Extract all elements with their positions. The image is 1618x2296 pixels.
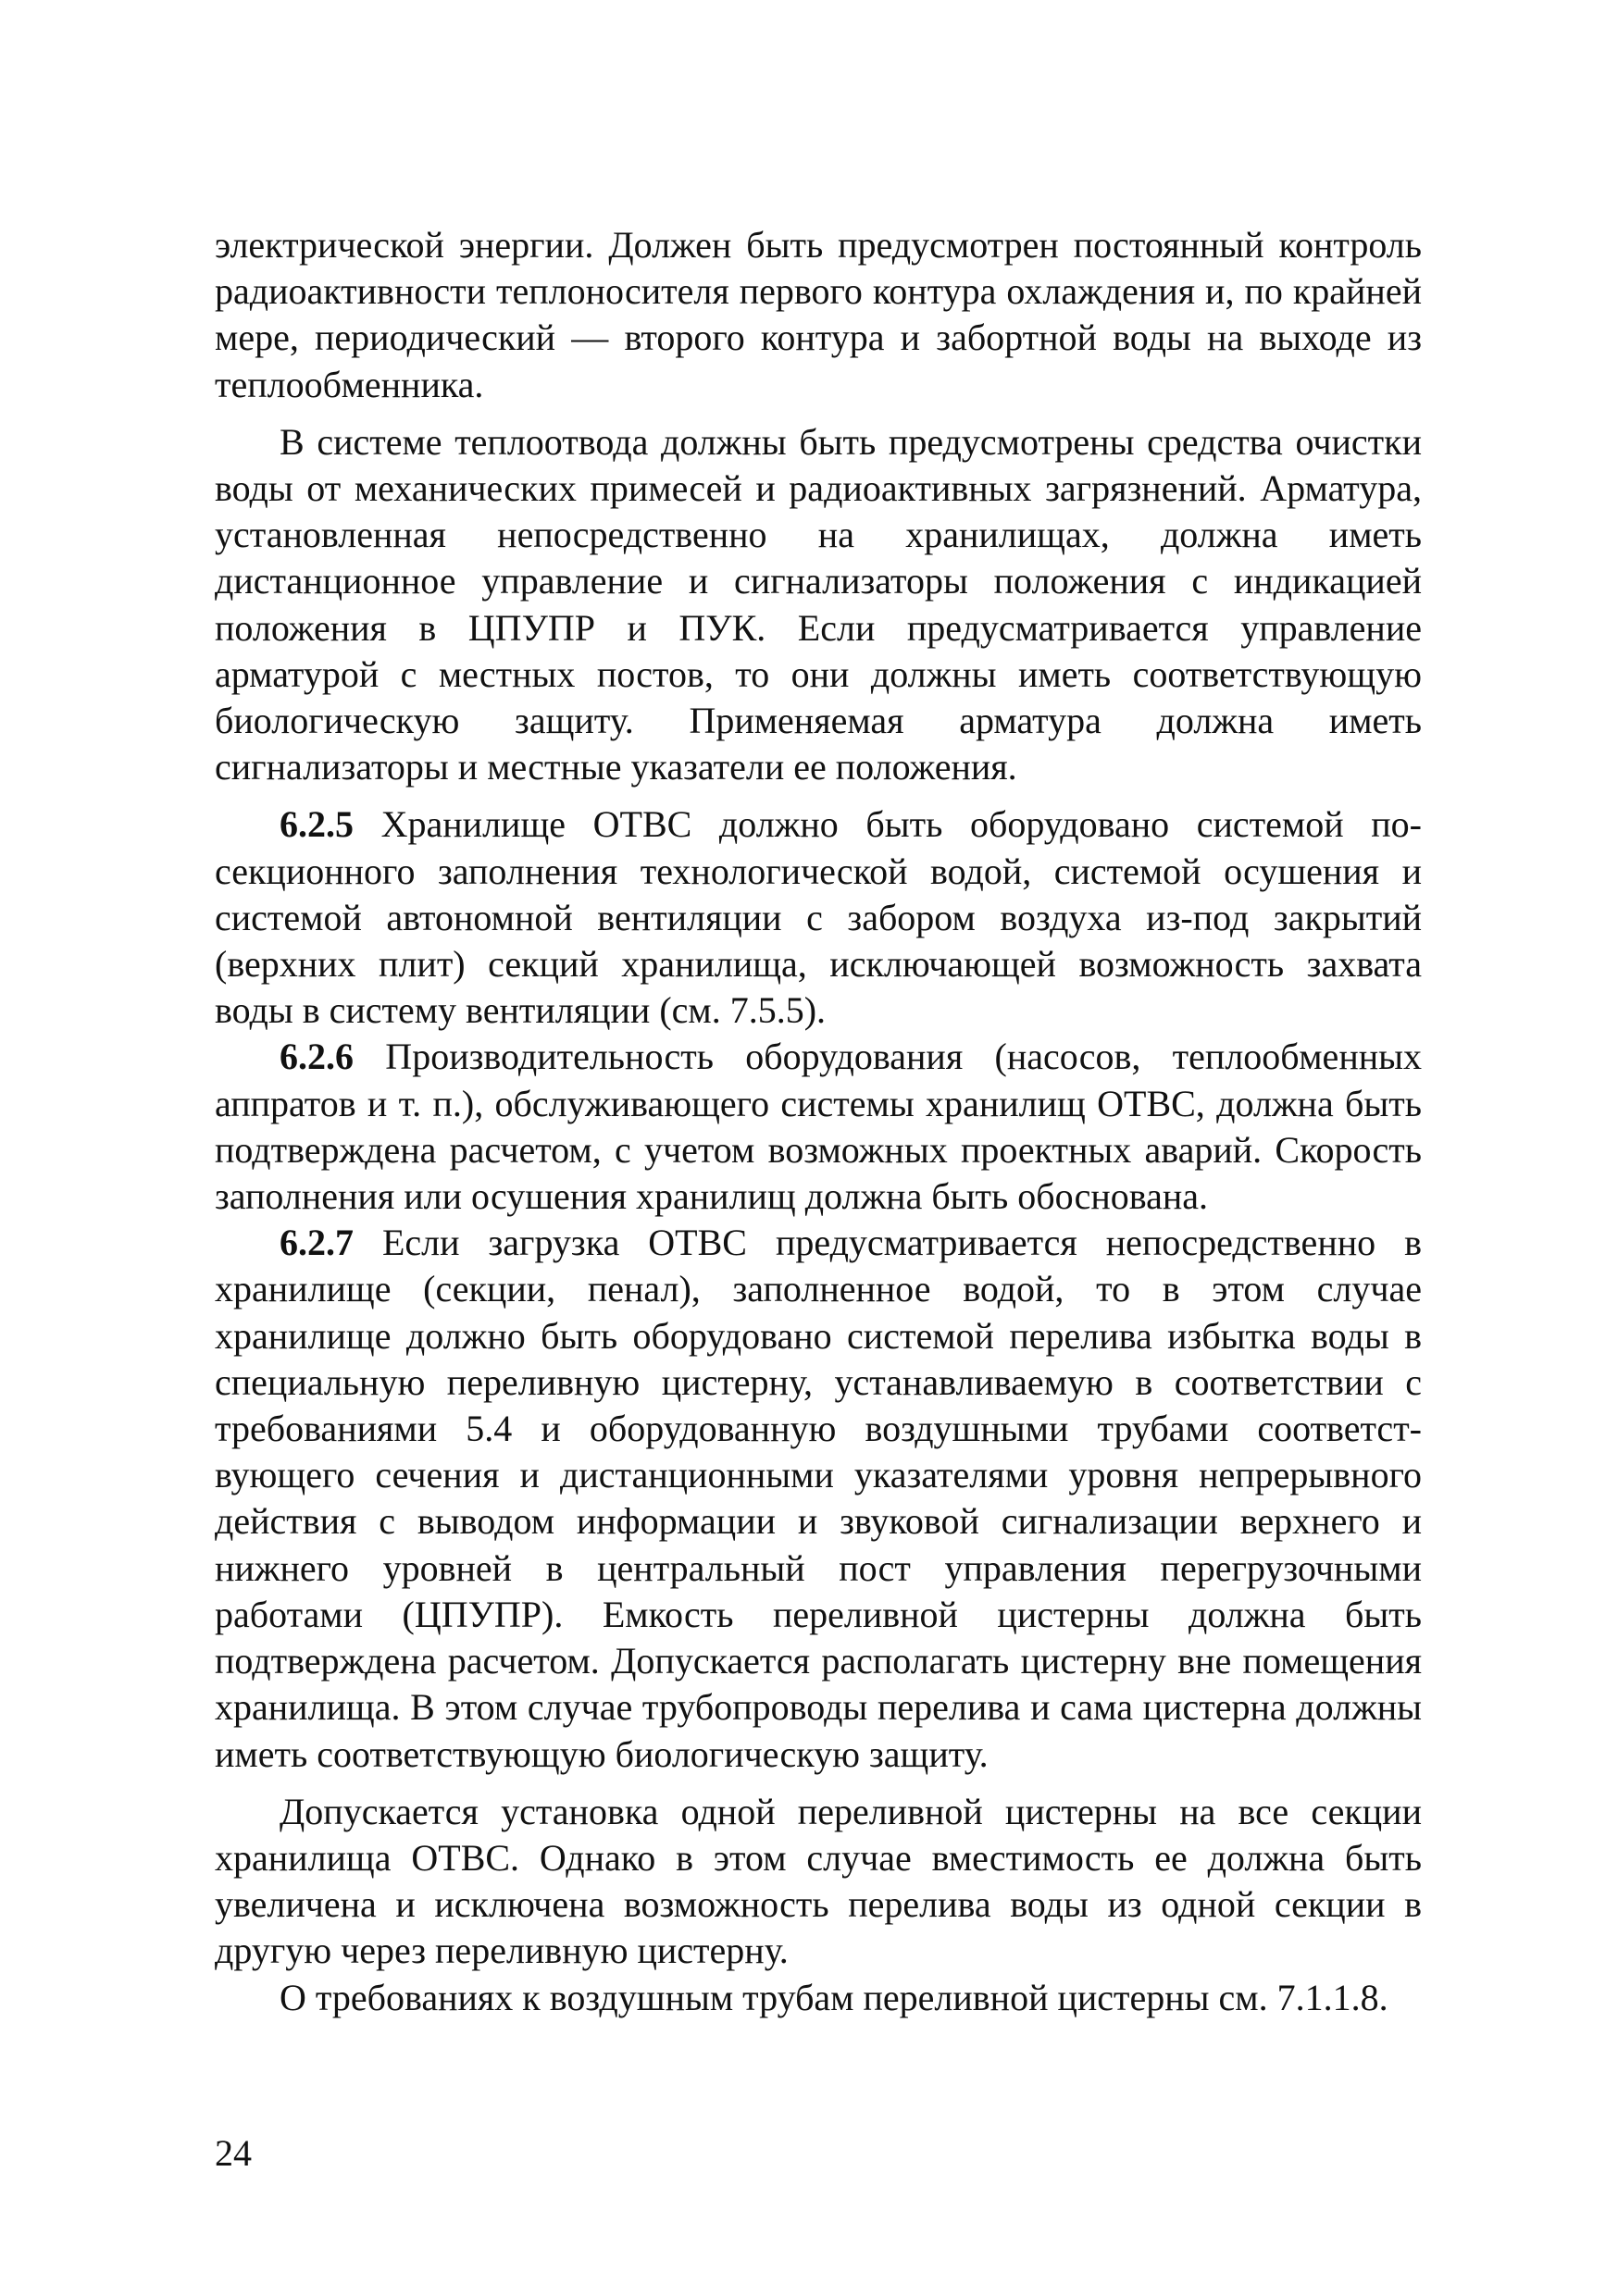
clause-number: 6.2.5: [280, 803, 354, 846]
paragraph-single-tank: [215, 1789, 1422, 1975]
paragraph-heat-removal: [215, 419, 1422, 791]
clause-6-2-6: [215, 1034, 1422, 1220]
clause-number: 6.2.6: [280, 1036, 354, 1078]
clause-text: Хранилище ОТВС должно быть оборудовано системой по-секционного заполнения технологической водой, системой осушения и системой автономной вентиляции с забором воздуха из-под закрытий (верхних плит) секций хранилища, исключающей возможность захвата воды в систему вентиляции (см. 7.5.5).: [215, 803, 1422, 1032]
paragraph-text: электрической энергии. Должен быть предусмотрен постоянный контроль радиоактивности теплоносителя первого контура охлаждения и, по крайней мере, периодический — второго контура и забортной воды на выходе из теплообменника.: [215, 224, 1422, 405]
clause-text: Если загрузка ОТВС предусматривается непосредственно в хранилище (секции, пенал), заполненное водой, то в этом случае хранилище должно быть оборудовано системой перелива избытка воды в специальную переливную цистерну, устанавливаемую в соответствии с требованиями 5.4 и оборудованную воздушными трубами соответст-вующего сечения и дистанционными указателями уровня непрерывного действия с выводом информации и звуковой сигнализации верхнего и нижнего уровней в центральный пост управления перегрузочными работами (ЦПУПР). Емкость переливной цистерны должна быть подтверждена расчетом. Допускается располагать цистерну вне помещения хранилища. В этом случае трубопроводы перелива и сама цистерна должны иметь соответствующую биологическую защиту.: [215, 1222, 1422, 1775]
page-body: [215, 222, 1422, 2021]
paragraph-text: О требованиях к воздушным трубам переливной цистерны см. 7.1.1.8.: [280, 1976, 1388, 2018]
paragraph-air-pipes-reference: [215, 1975, 1422, 2021]
paragraph-continuation: [215, 222, 1422, 408]
paragraph-text: Допускается установка одной переливной цистерны на все секции хранилища ОТВС. Однако в этом случае вместимость ее должна быть увеличена и исключена возможность перелива воды из одной секции в другую через переливную цистерну.: [215, 1790, 1422, 1972]
clause-text: Производительность оборудования (насосов, теплообменных аппратов и т. п.), обслуживающего системы хранилищ ОТВС, должна быть подтверждена расчетом, с учетом возможных проектных аварий. Скорость заполнения или осушения хранилищ должна быть обоснована.: [215, 1036, 1422, 1218]
clause-6-2-5: [215, 801, 1422, 1034]
clause-6-2-7: [215, 1220, 1422, 1777]
page-number: 24: [215, 2132, 252, 2174]
clause-number: 6.2.7: [280, 1222, 354, 1264]
paragraph-text: В системе теплоотвода должны быть предусмотрены средства очистки воды от механических примесей и радиоактивных загрязнений. Арматура, установленная непосредственно на хранилищах, должна иметь дистанционное управление и сигнализаторы положения с индикацией положения в ЦПУПР и ПУК. Если предусматривается управление арматурой с местных постов, то они должны иметь соответствующую биологическую защиту. Применяемая арматура должна иметь сигнализаторы и местные указатели ее положения.: [215, 420, 1422, 788]
